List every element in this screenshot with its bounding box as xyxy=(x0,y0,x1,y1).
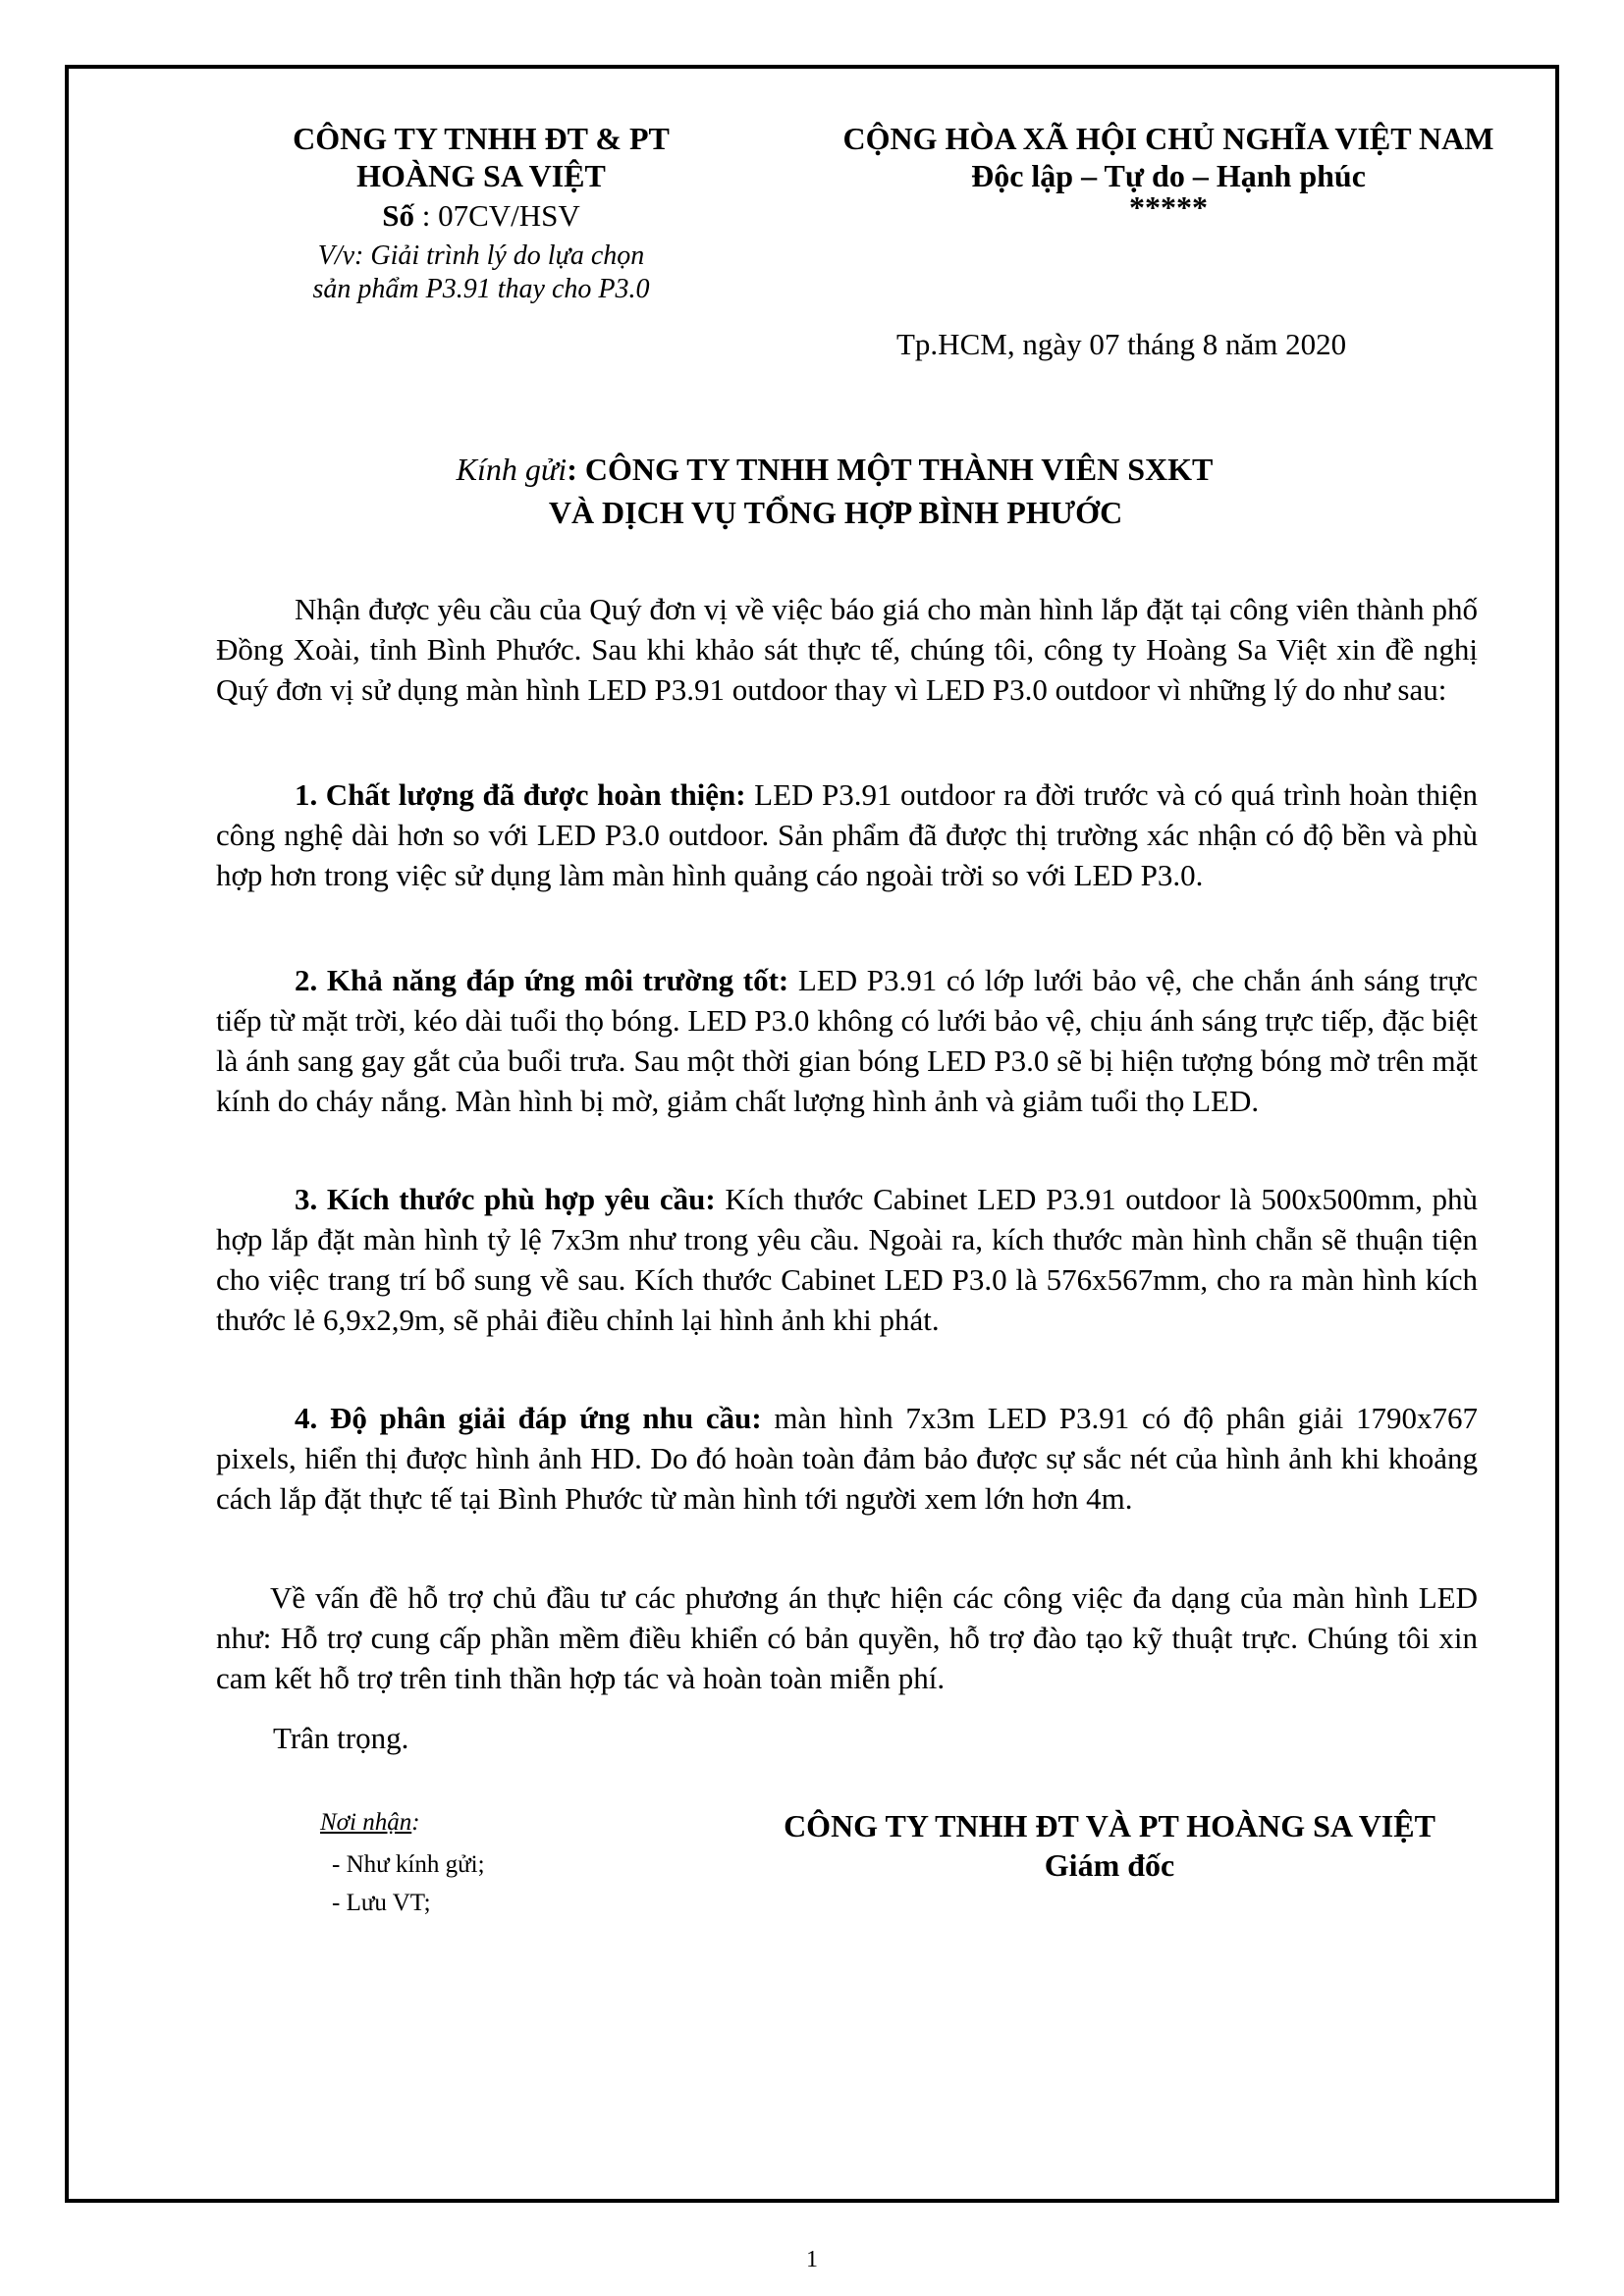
reason-1-text: LED P3.91 outdoor ra đời trước và có quá trình hoàn thiện công nghệ dài hơn so với LED P3.0 outdoor. Sản phẩm đã được thị trường xác nhận có độ bền và phù hợp hơn trong việc sử dụng làm màn hình quảng cáo ngoài trời so với LED P3.0. xyxy=(216,777,1478,892)
reason-2-title: 2. Khả năng đáp ứng môi trường tốt: xyxy=(295,963,789,997)
reason-4-text: màn hình 7x3m LED P3.91 có độ phân giải 1790x767 pixels, hiển thị được hình ảnh HD. Do đó hoàn toàn đảm bảo được sự sắc nét của hình ảnh khi khoảng cách lắp đặt thực tế tại Bình Phước từ màn hình tới người xem lớn hơn 4m. xyxy=(216,1401,1478,1516)
subject-line2: sản phẩm P3.91 thay cho P3.0 xyxy=(312,274,650,304)
nation-name: CỘNG HÒA XÃ HỘI CHỦ NGHĨA VIỆT NAM xyxy=(842,121,1494,156)
motto-stars: ***** xyxy=(1129,189,1208,225)
subject-line1: V/v: Giải trình lý do lựa chọn xyxy=(317,240,645,271)
recipient-item: - Như kính gửi; xyxy=(332,1851,485,1878)
recipient-line1 xyxy=(196,448,1473,491)
place-date: Tp.HCM, ngày 07 tháng 8 năm 2020 xyxy=(896,327,1347,361)
support-paragraph: Về vấn đề hỗ trợ chủ đầu tư các phương án thực hiện các công việc đa dạng của màn hình LED như: Hỗ trợ cung cấp phần mềm điều khiển có bản quyền, hỗ trợ đào tạo kỹ thuật trực. Chúng tôi xin cam kết hỗ trợ trên tinh thần hợp tác và hoàn toàn miễn phí. xyxy=(216,1580,1478,1695)
reason-4 xyxy=(216,1398,1478,1519)
recipient-name-line2: VÀ DỊCH VỤ TỔNG HỢP BÌNH PHƯỚC xyxy=(548,495,1123,530)
company-name-line2: HOÀNG SA VIỆT xyxy=(356,158,606,193)
signature-company: CÔNG TY TNHH ĐT VÀ PT HOÀNG SA VIỆT xyxy=(784,1808,1435,1843)
reason-1-title: 1. Chất lượng đã được hoàn thiện: xyxy=(295,777,746,812)
reason-1 xyxy=(216,774,1478,895)
signature-block xyxy=(687,1806,1532,1885)
number-value: : 07CV/HSV xyxy=(413,198,580,233)
recipient-label: Kính gửi xyxy=(456,452,568,487)
document-subject xyxy=(226,240,736,306)
recipients-list xyxy=(332,1845,485,1922)
recipients-label: Nơi nhận: xyxy=(320,1809,420,1836)
signature-title: Giám đốc xyxy=(1044,1847,1175,1883)
nation-motto: Độc lập – Tự do – Hạnh phúc xyxy=(971,158,1366,193)
reason-3-title: 3. Kích thước phù hợp yêu cầu: xyxy=(295,1182,716,1216)
reason-3-text: Kích thước Cabinet LED P3.91 outdoor là 500x500mm, phù hợp lắp đặt màn hình tỷ lệ 7x3m như trong yêu cầu. Ngoài ra, kích thước màn hình chẵn sẽ thuận tiện cho việc trang trí bổ sung về sau. Kích thước Cabinet LED P3.0 là 576x567mm, cho ra màn hình kích thước lẻ 6,9x2,9m, sẽ phải điều chỉnh lại hình ảnh khi phát. xyxy=(216,1182,1479,1337)
recipient-item: - Lưu VT; xyxy=(332,1890,431,1916)
national-title xyxy=(785,120,1551,225)
recipient-name-line1: : CÔNG TY TNHH MỘT THÀNH VIÊN SXKT xyxy=(567,452,1214,487)
company-name xyxy=(226,120,736,194)
recipient-block xyxy=(196,448,1473,534)
reason-2 xyxy=(216,960,1478,1121)
reason-4-title: 4. Độ phân giải đáp ứng nhu cầu: xyxy=(295,1401,762,1435)
number-label: Số xyxy=(382,198,414,233)
reason-2-text: LED P3.91 có lớp lưới bảo vệ, che chắn ánh sáng trực tiếp từ mặt trời, kéo dài tuổi thọ bóng. LED P3.0 không có lưới bảo vệ, chịu ánh sáng trực tiếp, đặc biệt là ánh sang gay gắt của buổi trưa. Sau một thời gian bóng LED P3.0 sẽ bị hiện tượng bóng mờ trên mặt kính do cháy nắng. Màn hình bị mờ, giảm chất lượng hình ảnh và giảm tuổi thọ LED. xyxy=(216,963,1478,1118)
reason-3 xyxy=(216,1179,1478,1340)
page-number: 1 xyxy=(806,2247,818,2272)
closing: Trân trọng. xyxy=(273,1721,409,1755)
intro-paragraph: Nhận được yêu cầu của Quý đơn vị về việc báo giá cho màn hình lắp đặt tại công viên thành phố Đồng Xoài, tỉnh Bình Phước. Sau khi khảo sát thực tế, chúng tôi, công ty Hoàng Sa Việt xin đề nghị Quý đơn vị sử dụng màn hình LED P3.91 outdoor thay vì LED P3.0 outdoor vì những lý do như sau: xyxy=(216,592,1478,707)
document-number xyxy=(226,198,736,234)
company-name-line1: CÔNG TY TNHH ĐT & PT xyxy=(293,121,670,156)
